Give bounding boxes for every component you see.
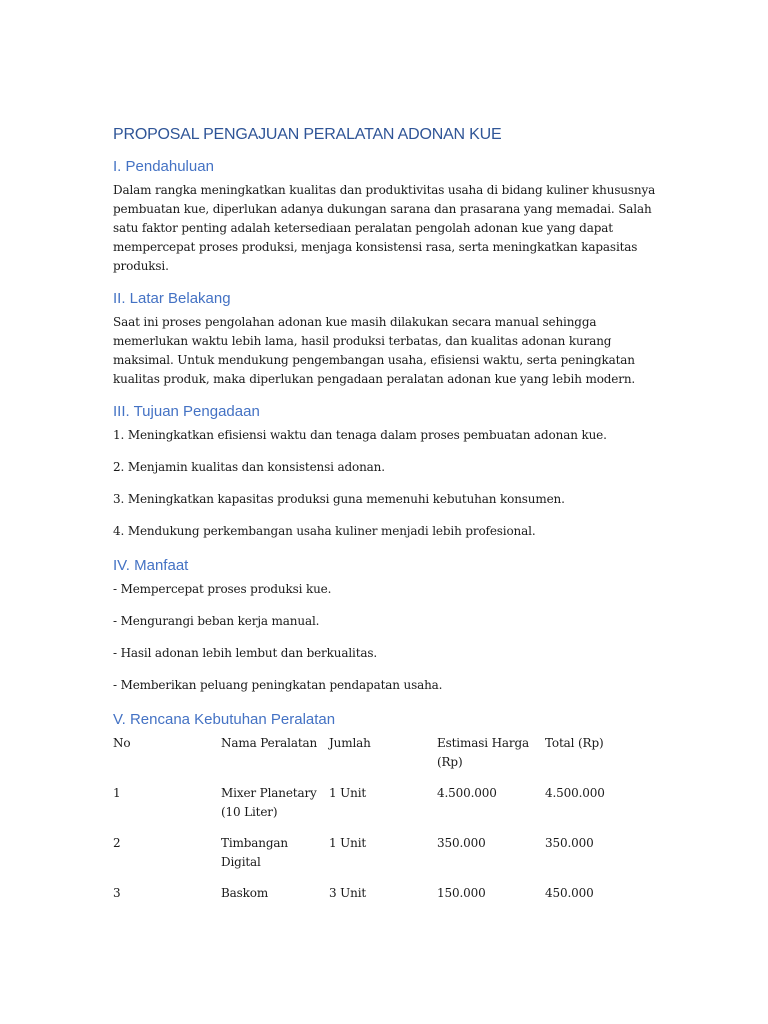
cell-quantity: 1 Unit [329,786,367,800]
section-heading-benefits: IV. Manfaat [113,557,189,574]
goal-item-2: 2. Menjamin kualitas dan konsistensi adonan. [113,460,385,474]
goal-item-3: 3. Meningkatkan kapasitas produksi guna memenuhi kebutuhan konsumen. [113,492,565,506]
goal-item-4: 4. Mendukung perkembangan usaha kuliner menjadi lebih profesional. [113,524,536,538]
document-page [113,126,673,915]
benefit-item-1: - Mempercepat proses produksi kue. [113,582,332,596]
column-header-name: Nama Peralatan [221,736,318,750]
column-header-estimated-price: Estimasi Harga (Rp) [437,736,530,769]
cell-name: Baskom [221,886,269,900]
cell-no: 1 [113,786,121,800]
cell-no: 3 [113,886,121,900]
section-heading-equipment: V. Rencana Kebutuhan Peralatan [113,711,336,728]
table-row [113,884,645,915]
goal-item-1: 1. Meningkatkan efisiensi waktu dan tenaga dalam proses pembuatan adonan kue. [113,428,607,442]
column-header-quantity: Jumlah [329,736,371,750]
background-paragraph: Saat ini proses pengolahan adonan kue masih dilakukan secara manual sehingga memerlukan waktu lebih lama, hasil produksi terbatas, dan kualitas adonan kurang maksimal. Untuk mendukung pengembangan usaha, efisiensi waktu, serta peningkatan kualitas produk, maka diperlukan pengadaan peralatan adonan kue yang lebih modern. [113,315,636,386]
section-heading-goals: III. Tujuan Pengadaan [113,403,260,420]
section-heading-intro: I. Pendahuluan [113,158,214,175]
cell-total: 4.500.000 [545,786,605,800]
benefit-item-3: - Hasil adonan lebih lembut dan berkualitas. [113,646,378,660]
cell-quantity: 1 Unit [329,836,367,850]
cell-name: Timbangan Digital [221,836,288,869]
cell-estimated-price: 4.500.000 [437,786,497,800]
column-header-no: No [113,736,131,750]
equipment-table [113,734,645,915]
column-header-total: Total (Rp) [545,736,604,750]
cell-total: 450.000 [545,886,594,900]
document-title: PROPOSAL PENGAJUAN PERALATAN ADONAN KUE [113,126,502,143]
section-heading-background: II. Latar Belakang [113,290,231,307]
cell-estimated-price: 350.000 [437,836,486,850]
table-row [113,834,645,884]
cell-no: 2 [113,836,121,850]
benefit-item-2: - Mengurangi beban kerja manual. [113,614,320,628]
cell-estimated-price: 150.000 [437,886,486,900]
cell-total: 350.000 [545,836,594,850]
table-header-row [113,734,645,784]
intro-paragraph: Dalam rangka meningkatkan kualitas dan produktivitas usaha di bidang kuliner khususnya pembuatan kue, diperlukan adanya dukungan sarana dan prasarana yang memadai. Salah satu faktor penting adalah ketersediaan peralatan pengolah adonan kue yang dapat mempercepat proses produksi, menjaga konsistensi rasa, serta meningkatkan kapasitas produksi. [113,183,656,273]
table-row [113,784,645,834]
benefit-item-4: - Memberikan peluang peningkatan pendapatan usaha. [113,678,443,692]
cell-quantity: 3 Unit [329,886,367,900]
cell-name: Mixer Planetary (10 Liter) [221,786,317,819]
